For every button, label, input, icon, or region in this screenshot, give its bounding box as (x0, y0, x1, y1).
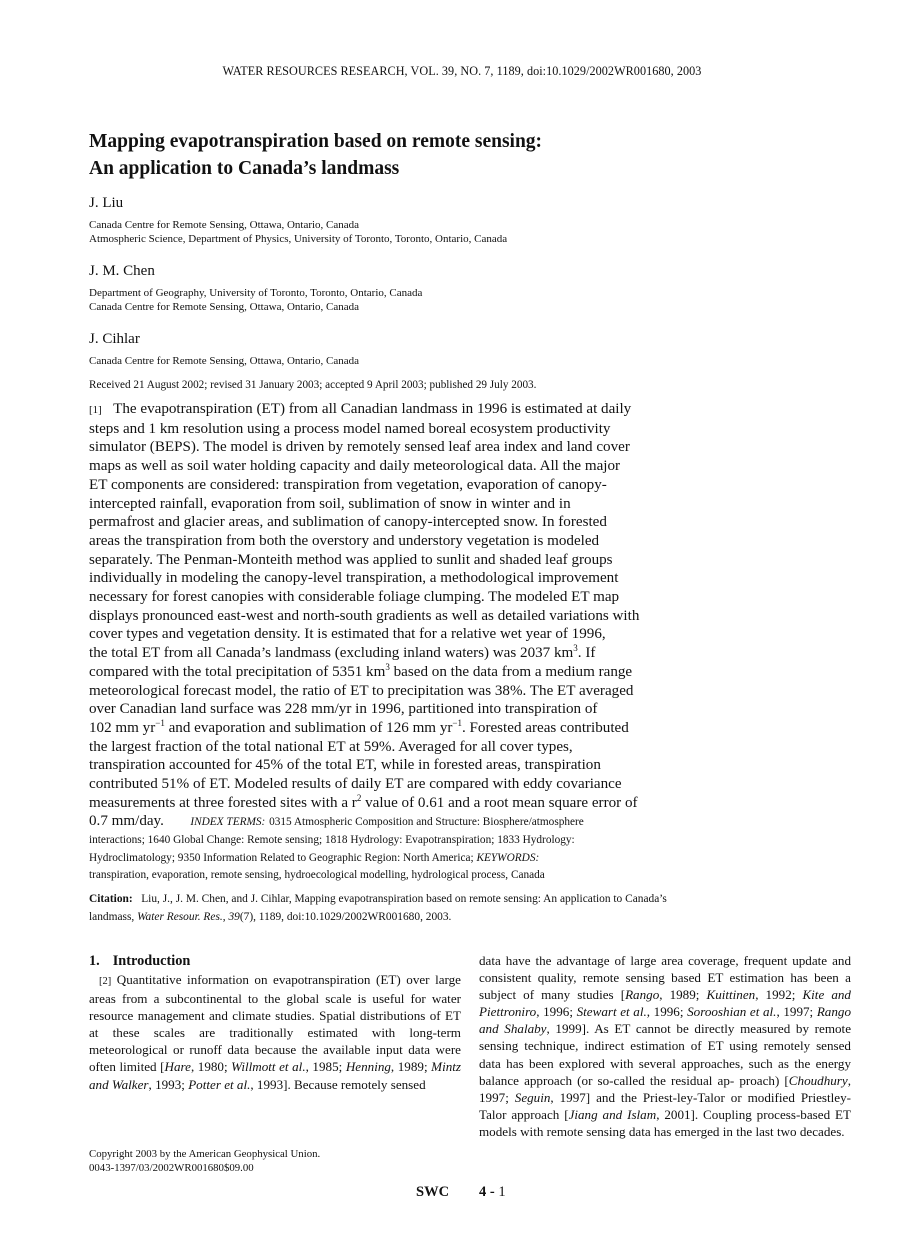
keywords: transpiration, evaporation, remote sensing, hydroecological modelling, hydrological process, Canada (89, 869, 545, 882)
abstract-line: areas the transpiration from both the overstory and understory vegetation is modeled (89, 532, 600, 549)
abstract-line: the largest fraction of the total national ET at 59%. Averaged for all cover types, (89, 738, 573, 755)
author-affiliations (89, 287, 422, 314)
abstract-line: 102 mm $yr^{-1}$ and evaporation and sublimation of 126 mm $yr^{-1}$. Forested areas contributed (89, 717, 629, 736)
journal-name: Water Resour. Res. (137, 911, 223, 923)
abstract-line: [1] The evapotranspiration (ET) from all Canadian landmass in 1996 is estimated at daily (89, 401, 632, 417)
index-terms: interactions; 1640 Global Change: Remote sensing; 1818 Hydrology: Evapotranspiration; 1833 Hydrology: (89, 834, 575, 847)
abstract-line: individually in modeling the canopy-level transpiration, a methodological improvement (89, 570, 619, 587)
abstract-line: measurements at three forested sites with a $r^2$ value of 0.61 and a root mean square error of (89, 792, 638, 811)
affiliation: Atmospheric Science, Department of Physics, University of Toronto, Toronto, Ontario, Canada (89, 232, 508, 245)
citation: Citation: Liu, J., J. M. Chen, and J. Cihlar, Mapping evapotranspiration based on remote sensing: An application to Canada’s landmass, Water Resour. Res., 39(7), 1189, doi:10.1029/2002WR001680, 2003. (89, 893, 667, 923)
affiliation: Canada Centre for Remote Sensing, Ottawa, Ontario, Canada (89, 355, 360, 367)
article-title (89, 128, 542, 182)
abstract-line: simulator (BEPS). The model is driven by remotely sensed leaf area index and land cover (89, 439, 630, 456)
abstract-line: the total ET from all Canada’s landmass (excluding inland waters) was 2037 $km^3$. If (89, 643, 596, 662)
intro-paragraph-continued: data have the advantage of large area coverage, frequent update and consistent quality, remote sensing based ET estimation has been a subject of many studies [Rango, 1989; Kuittinen, 1992; Kite and Piettroniro, 1996; Stewart et al., 1996; Sorooshian et al., 1997; Rango and Shalaby, 1999]. As ET cannot be directly measured by remote sensing technique, indirect estimation of ET using remotely sensed data has been explored with several approaches, such as the energy balance approach (or so-called the residual ap- proach) [Choudhury, 1997; Seguin, 1997] and the Priest-ley-Talor or modified Priestley-Talor approach [Jiang and Islam, 2001]. Coupling process-based ET models with remote sensing data has emerged in the last two decades. (479, 953, 852, 1139)
section-heading: 1. Introduction (89, 953, 191, 969)
index-terms: Hydroclimatology; 9350 Information Related to Geographic Region: North America; KEYWORDS: (89, 851, 540, 864)
intro-left-column (89, 952, 461, 1093)
received-dates: Received 21 August 2002; revised 31 January 2003; accepted 9 April 2003; published 29 July 2003. (89, 379, 537, 391)
abstract-line: cover types and vegetation density. It is estimated that for a relative wet year of 1996, (89, 626, 606, 643)
abstract-line: meteorological forecast model, the ratio of ET to precipitation was 38%. The ET averaged (89, 682, 634, 699)
abstract-line: intercepted rainfall, evaporation from soil, sublimation of snow in winter and in (89, 495, 571, 512)
journal-header: WATER RESOURCES RESEARCH, VOL. 39, NO. 7, 1189, doi:10.1029/2002WR001680, 2003 (222, 64, 702, 78)
author-name: J. Liu (89, 195, 124, 211)
intro-paragraph: [2] Quantitative information on evapotranspiration (ET) over large areas from a subcontinental to the global scale is useful for water resource management and climate studies. Spatial distributions of ET at these scales are traditionally estimated with long-term meteorological or runoff data because the available input data were often limited [Hare, 1980; Willmott et al., 1985; Henning, 1989; Mintz and Walker, 1993; Potter et al., 1993]. Because remotely sensed (89, 972, 461, 1092)
index-terms: 0315 Atmospheric Composition and Structure: Biosphere/atmosphere (269, 816, 584, 829)
affiliation: Canada Centre for Remote Sensing, Ottawa, Ontario, Canada (89, 300, 360, 313)
abstract-line: 0.7 mm/day. INDEX TERMS: 0315 Atmospheric Composition and Structure: Biosphere/atmosphere (89, 813, 584, 830)
author-name: J. Cihlar (89, 331, 140, 347)
keywords-label: KEYWORDS: (476, 851, 540, 864)
page-number: SWC 4 - 1 (416, 1184, 506, 1200)
abstract-line: ET components are considered: transpiration from vegetation, evaporation of canopy- (89, 476, 607, 493)
abstract-line: necessary for forest canopies with considerable foliage clumping. The modeled ET map (89, 589, 620, 606)
abstract-line: permafrost and glacier areas, and sublimation of canopy-intercepted snow. In forested (89, 514, 607, 531)
citation-label: Citation: (89, 893, 133, 905)
title-line-1: Mapping evapotranspiration based on remote sensing: (89, 131, 543, 152)
author-affiliations (89, 219, 507, 246)
intro-right-column (479, 952, 851, 1140)
title-line-2: An application to Canada’s landmass (89, 158, 400, 179)
paragraph-number: [2] (99, 976, 112, 987)
abstract-line: steps and 1 km resolution using a process model named boreal ecosystem productivity (89, 420, 611, 437)
affiliation: Department of Geography, University of Toronto, Toronto, Ontario, Canada (89, 287, 423, 299)
paragraph-number: [1] (89, 404, 102, 416)
abstract-line: contributed 51% of ET. Modeled results of daily ET are compared with eddy covariance (89, 776, 622, 793)
abstract-line: maps as well as soil water holding capacity and daily meteorological data. All the major (89, 458, 621, 475)
abstract-line: displays pronounced east-west and north-south gradients as well as detailed variations with (89, 607, 640, 624)
abstract (89, 400, 702, 885)
abstract-line: transpiration accounted for 45% of the total ET, while in forested areas, transpiration (89, 757, 601, 774)
copyright-notice: Copyright 2003 by the American Geophysical Union. 0043-1397/03/2002WR001680$09.00 (89, 1148, 321, 1174)
abstract-line: over Canadian land surface was 228 mm/yr in 1996, partitioned into transpiration of (89, 701, 598, 718)
author-affiliations (89, 355, 359, 369)
abstract-line: separately. The Penman-Monteith method was applied to sunlit and shaded leaf groups (89, 551, 613, 568)
author-name: J. M. Chen (89, 263, 155, 279)
index-terms-label: INDEX TERMS: (190, 816, 266, 829)
abstract-line: compared with the total precipitation of 5351 $km^3$ based on the data from a medium range (89, 661, 633, 680)
affiliation: Canada Centre for Remote Sensing, Ottawa, Ontario, Canada (89, 219, 360, 231)
